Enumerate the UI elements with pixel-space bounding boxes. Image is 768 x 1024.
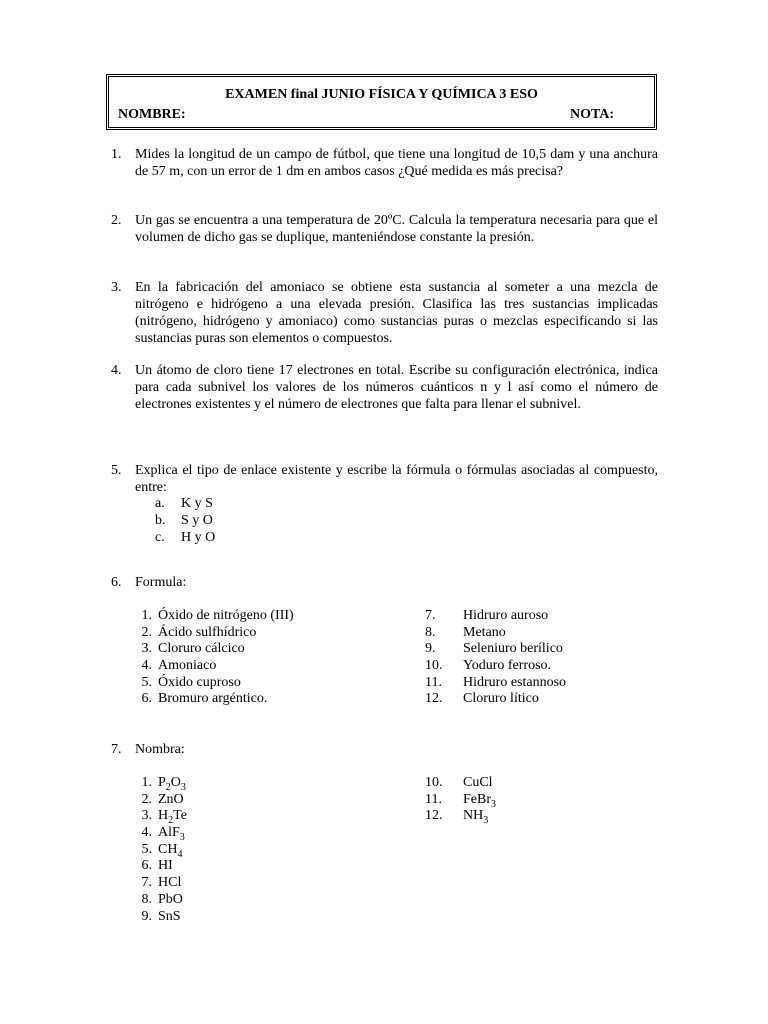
compound-item (425, 774, 675, 791)
item-text: AlF$_3$ (158, 825, 185, 843)
question-text: Formula: (135, 575, 187, 590)
item-text: Bromuro argéntico. (158, 691, 268, 707)
q7-list-left (132, 774, 392, 924)
item-number: 5. (141, 674, 152, 690)
item-text: $P_2O_3$ (158, 775, 186, 793)
exam-title: EXAMEN final JUNIO FÍSICA Y QUÍMICA 3 ESO (225, 87, 538, 102)
question-number: 3. (111, 280, 122, 295)
item-number: 9. (141, 908, 152, 924)
item-number: 7. (425, 608, 436, 623)
question-1 (111, 146, 658, 180)
question-text: Nombra: (135, 742, 185, 757)
item-number: 11. (425, 674, 442, 690)
compound-item (132, 824, 392, 841)
item-text: PbO (158, 891, 183, 907)
item-text: Hidruro auroso (463, 608, 549, 623)
compound-item (132, 774, 392, 791)
item-number: 3. (141, 808, 152, 824)
grade-label: NOTA: (570, 107, 615, 122)
q6-list-right (425, 607, 675, 707)
item-text: HI (158, 858, 173, 874)
item-number: 4. (141, 658, 152, 674)
question-number: 7. (111, 742, 122, 757)
item-text: $H_2Te$ (158, 808, 187, 827)
compound-item (132, 857, 392, 874)
question-2 (111, 212, 658, 246)
formula-item (425, 674, 675, 691)
q7-list-right (425, 774, 675, 827)
item-text: $CH_4$ (158, 841, 183, 860)
compound-item (132, 807, 392, 827)
question-7 (111, 741, 658, 758)
item-number: 1. (141, 775, 152, 790)
option-text: K y S (181, 496, 213, 511)
question-3 (111, 279, 658, 347)
option-text: H y O (181, 530, 216, 545)
item-number: 6. (141, 691, 152, 707)
item-number: 4. (141, 825, 152, 841)
item-text: Cloruro cálcico (158, 641, 245, 657)
question-text: Mides la longitud de un campo de fútbol, que tiene una longitud de 10,5 dam y una anchura de 57 m, con un error de 1 dm en ambos casos ¿Qué medida es más precisa? (135, 147, 658, 179)
question-number: 4. (111, 363, 122, 378)
option-text: S y O (181, 513, 213, 528)
formula-item (425, 607, 675, 624)
formula-item (132, 657, 392, 674)
item-number: 11. (425, 791, 442, 807)
compound-item (425, 791, 675, 808)
item-number: 8. (425, 624, 436, 640)
formula-item (132, 674, 392, 691)
item-text: Seleniuro berílico (463, 641, 563, 657)
item-number: 8. (141, 891, 152, 907)
formula-item (132, 690, 392, 707)
item-number: 10. (425, 775, 443, 790)
question-text: Un átomo de cloro tiene 17 electrones en total. Escribe su configuración electrónica, indica para cada subnivel los valores de los números cuánticos n y l así como el número de electrones existentes y el número de electrones que falta para llenar el subnivel. (135, 363, 658, 412)
question-6 (111, 574, 658, 591)
option-letter: b. (155, 513, 166, 528)
compound-item (132, 874, 392, 891)
formula-item (132, 640, 392, 657)
item-text: Ácido sulfhídrico (158, 624, 257, 640)
item-number: 7. (141, 875, 152, 891)
question-4 (111, 362, 658, 413)
item-number: 12. (425, 808, 443, 824)
item-text: ZnO (158, 791, 184, 807)
item-number: 12. (425, 691, 443, 707)
item-text: CuCl (463, 775, 493, 790)
q6-list-left (132, 607, 392, 707)
question-number: 6. (111, 575, 122, 590)
formula-item (132, 607, 392, 624)
formula-item (425, 657, 675, 674)
compound-item (132, 841, 392, 858)
question-number: 5. (111, 463, 122, 478)
item-number: 10. (425, 658, 443, 674)
item-text: Metano (463, 624, 506, 640)
item-text: Cloruro lítico (463, 691, 539, 707)
question-text: En la fabricación del amoniaco se obtiene esta sustancia al someter a una mezcla de nitrógeno e hidrógeno a una elevada presión. Clasifica las tres sustancias implicadas (nitrógeno, hidrógeno y amoniaco) como sustancias puras o mezclas especificando si las sustancias puras son elementos o compuestos. (135, 280, 658, 346)
item-number: 9. (425, 641, 436, 657)
compound-item (132, 791, 392, 808)
question-5 (111, 462, 658, 496)
question-number: 2. (111, 213, 122, 228)
item-number: 3. (141, 641, 152, 657)
question-text: Explica el tipo de enlace existente y escribe la fórmula o fórmulas asociadas al compuesto, entre: (135, 463, 658, 495)
formula-item (425, 624, 675, 641)
option-letter: c. (155, 530, 165, 545)
item-text: Hidruro estannoso (463, 674, 567, 690)
item-text: $NH_3$ (463, 808, 489, 827)
item-number: 2. (141, 791, 152, 807)
formula-item (425, 690, 675, 707)
item-text: FeBr$_3$ (463, 791, 496, 810)
item-text: SnS (158, 908, 181, 924)
item-text: Yoduro ferroso. (463, 658, 552, 674)
item-number: 2. (141, 624, 152, 640)
item-number: 5. (141, 841, 152, 857)
name-label: NOMBRE: (118, 107, 186, 122)
compound-item (132, 908, 392, 925)
formula-item (425, 640, 675, 657)
option-letter: a. (155, 496, 165, 511)
question-number: 1. (111, 147, 122, 162)
item-text: Amoniaco (158, 658, 217, 674)
item-text: Óxido de nitrógeno (III) (158, 608, 294, 623)
exam-header (106, 74, 657, 130)
compound-item (425, 807, 675, 827)
item-number: 1. (141, 608, 152, 623)
question-text: Un gas se encuentra a una temperatura de 20ºC. Calcula la temperatura necesaria para que el volumen de dicho gas se duplique, manteniéndose constante la presión. (135, 213, 658, 245)
item-number: 6. (141, 858, 152, 874)
compound-item (132, 891, 392, 908)
item-text: Óxido cuproso (158, 674, 241, 690)
formula-item (132, 624, 392, 641)
item-text: HCl (158, 875, 182, 891)
